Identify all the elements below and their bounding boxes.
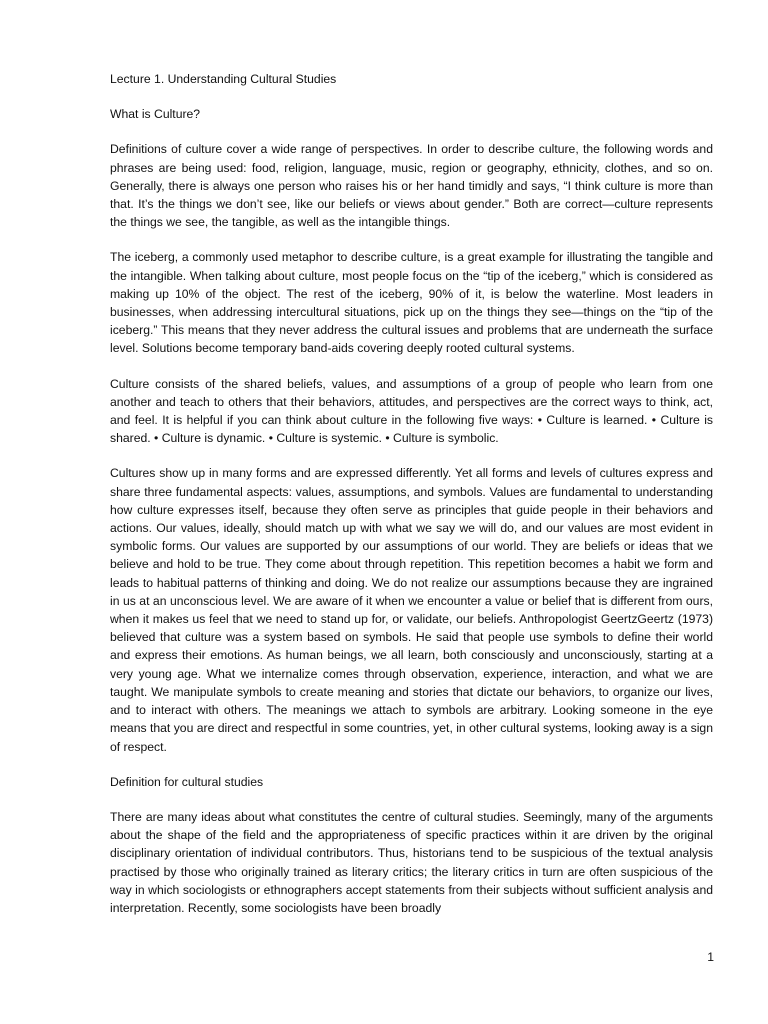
paragraph-cultures-show-up: Cultures show up in many forms and are expressed differently. Yet all forms and levels of cultures express and share three fundamental aspects: values, assumptions, and symbols. Values are fundamental to understanding how culture expresses itself, because they often serve as principles that guide people in their behaviors and actions. Our values, ideally, should match up with what we say we will do, and our values are most evident in symbolic forms. Our values are supported by our assumptions of our world. They are beliefs or ideas that we believe and hold to be true. They come about through repetition. This repetition becomes a habit we form and leads to habitual patterns of thinking and doing. We do not realize our assumptions because they are ingrained in us at an unconscious level. We are aware of it when we encounter a value or belief that is different from ours, when it makes us feel that we need to stand up for, or validate, our beliefs. Anthropologist GeertzGeertz (1973) believed that culture was a system based on symbols. He said that people use symbols to define their world and express their emotions. As human beings, we all learn, both consciously and unconsciously, starting at a very young age. What we internalize comes through observation, experience, interaction, and what we are taught. We manipulate symbols to create meaning and stories that dictate our behaviors, to organize our lives, and to interact with others. The meanings we attach to symbols are arbitrary. Looking someone in the eye means that you are direct and respectful in some countries, yet, in other cultural systems, looking away is a sign of respect. xyxy=(110,466,713,754)
paragraph-definitions: Definitions of culture cover a wide range of perspectives. In order to describe culture, the following words and phrases are being used: food, religion, language, music, region or geography, ethnicity, clothes, and so on. Generally, there is always one person who raises his or her hand timidly and says, “I think culture is more than that. It’s the things we don’t see, like our beliefs or views about gender.” Both are correct—culture represents the things we see, the tangible, as well as the intangible things. xyxy=(110,142,713,230)
section-heading-what-is-culture: What is Culture? xyxy=(110,107,201,122)
paragraph-culture-consists: Culture consists of the shared beliefs, values, and assumptions of a group of people who learn from one another and teach to others that their behaviors, attitudes, and perspectives are the correct ways to think, act, and feel. It is helpful if you can think about culture in the following five ways: • Culture is learned. • Culture is shared. • Culture is dynamic. • Culture is systemic. • Culture is symbolic. xyxy=(110,376,713,446)
section-heading-cultural-studies: Definition for cultural studies xyxy=(110,774,264,789)
lecture-title: Lecture 1. Understanding Cultural Studies xyxy=(110,72,337,86)
paragraph-cultural-studies: There are many ideas about what constitutes the centre of cultural studies. Seemingly, many of the arguments about the shape of the field and the appropriateness of specific practices within it are driven by the original disciplinary orientation of individual contributors. Thus, historians tend to be suspicious of the textual analysis practised by those who originally trained as literary critics; the literary critics in turn are often suspicious of the way in which sociologists or ethnographers accept statements from their subjects without sufficient analysis and interpretation. Recently, some sociologists have been broadly xyxy=(110,809,713,915)
page-number: 1 xyxy=(707,950,714,964)
paragraph-iceberg: The iceberg, a commonly used metaphor to describe culture, is a great example for illustrating the tangible and the intangible. When talking about culture, most people focus on the “tip of the iceberg,” which is considered as making up 10% of the object. The rest of the iceberg, 90% of it, is below the waterline. Most leaders in businesses, when addressing intercultural situations, pick up on the things they see—things on the “tip of the iceberg.” This means that they never address the cultural issues and problems that are underneath the surface level. Solutions become temporary band-aids covering deeply rooted cultural systems. xyxy=(110,250,713,356)
document-body xyxy=(110,70,713,934)
